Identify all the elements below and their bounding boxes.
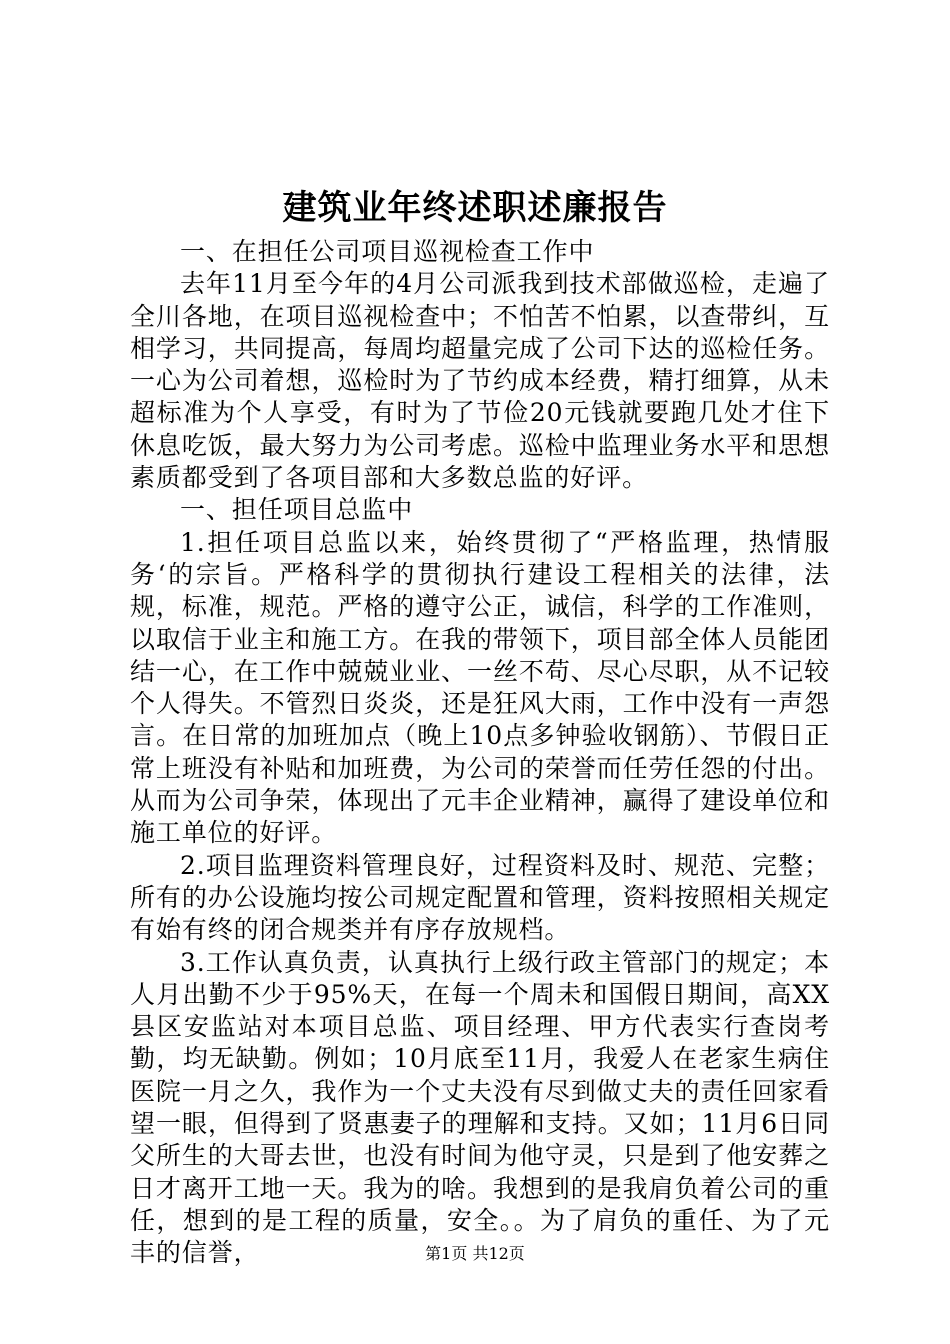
paragraph-inspection-work: 去年11月至今年的4月公司派我到技术部做巡检，走遍了全川各地，在项目巡视检查中；不怕苦不怕累，以查带纠，互相学习，共同提高，每周均超量完成了公司下达的巡检任务。一心为公司着想，巡检时为了节约成本经费，精打细算，从未超标准为个人享受，有时为了节俭20元钱就要跑几处才住下休息吃饭，最大努力为公司考虑。巡检中监理业务水平和思想素质都受到了各项目部和大多数总监的好评。 bbox=[130, 269, 830, 493]
page-number-footer: 第1页 共12页 bbox=[425, 1244, 525, 1263]
section-heading-chief-supervisor: 一、担任项目总监中 bbox=[180, 495, 414, 525]
document-body bbox=[130, 236, 830, 1270]
paragraph-point-2: 2.项目监理资料管理良好，过程资料及时、规范、完整；所有的办公设施均按公司规定配置和管理，资料按照相关规定有始有终的闭合规类并有序存放规档。 bbox=[130, 850, 830, 945]
document-title: 建筑业年终述职述廉报告 bbox=[282, 188, 668, 228]
paragraph-point-3: 3.工作认真负责，认真执行上级行政主管部门的规定；本人月出勤不少于95%天，在每一个周未和国假日期间，高XX县区安监站对本项目总监、项目经理、甲方代表实行查岗考勤，均无缺勤。例如；10月底至11月，我爱人在老家生病住医院一月之久，我作为一个丈夫没有尽到做丈夫的责任回家看望一眼，但得到了贤惠妻子的理解和支持。又如；11月6日同父所生的大哥去世，也没有时间为他守灵，只是到了他安葬之日才离开工地一天。我为的啥。我想到的是我肩负着公司的重任，想到的是工程的质量，安全。。为了肩负的重任、为了元丰的信誉， bbox=[130, 947, 830, 1268]
section-heading-inspection: 一、在担任公司项目巡视检查工作中 bbox=[180, 237, 595, 266]
paragraph-point-1: 1.担任项目总监以来，始终贯彻了“严格监理，热情服务‘的宗旨。严格科学的贯彻执行建设工程相关的法律，法规，标准，规范。严格的遵守公正，诚信，科学的工作准则，以取信于业主和施工方。在我的带领下，项目部全体人员能团结一心，在工作中兢兢业业、一丝不苟、尽心尽职，从不记较个人得失。不管烈日炎炎，还是狂风大雨，工作中没有一声怨言。在日常的加班加点（晚上10点多钟验收钢筋）、节假日正常上班没有补贴和加班费，为公司的荣誉而任劳任怨的付出。从而为公司争荣，体现出了元丰企业精神，赢得了建设单位和施工单位的好评。 bbox=[130, 527, 830, 848]
